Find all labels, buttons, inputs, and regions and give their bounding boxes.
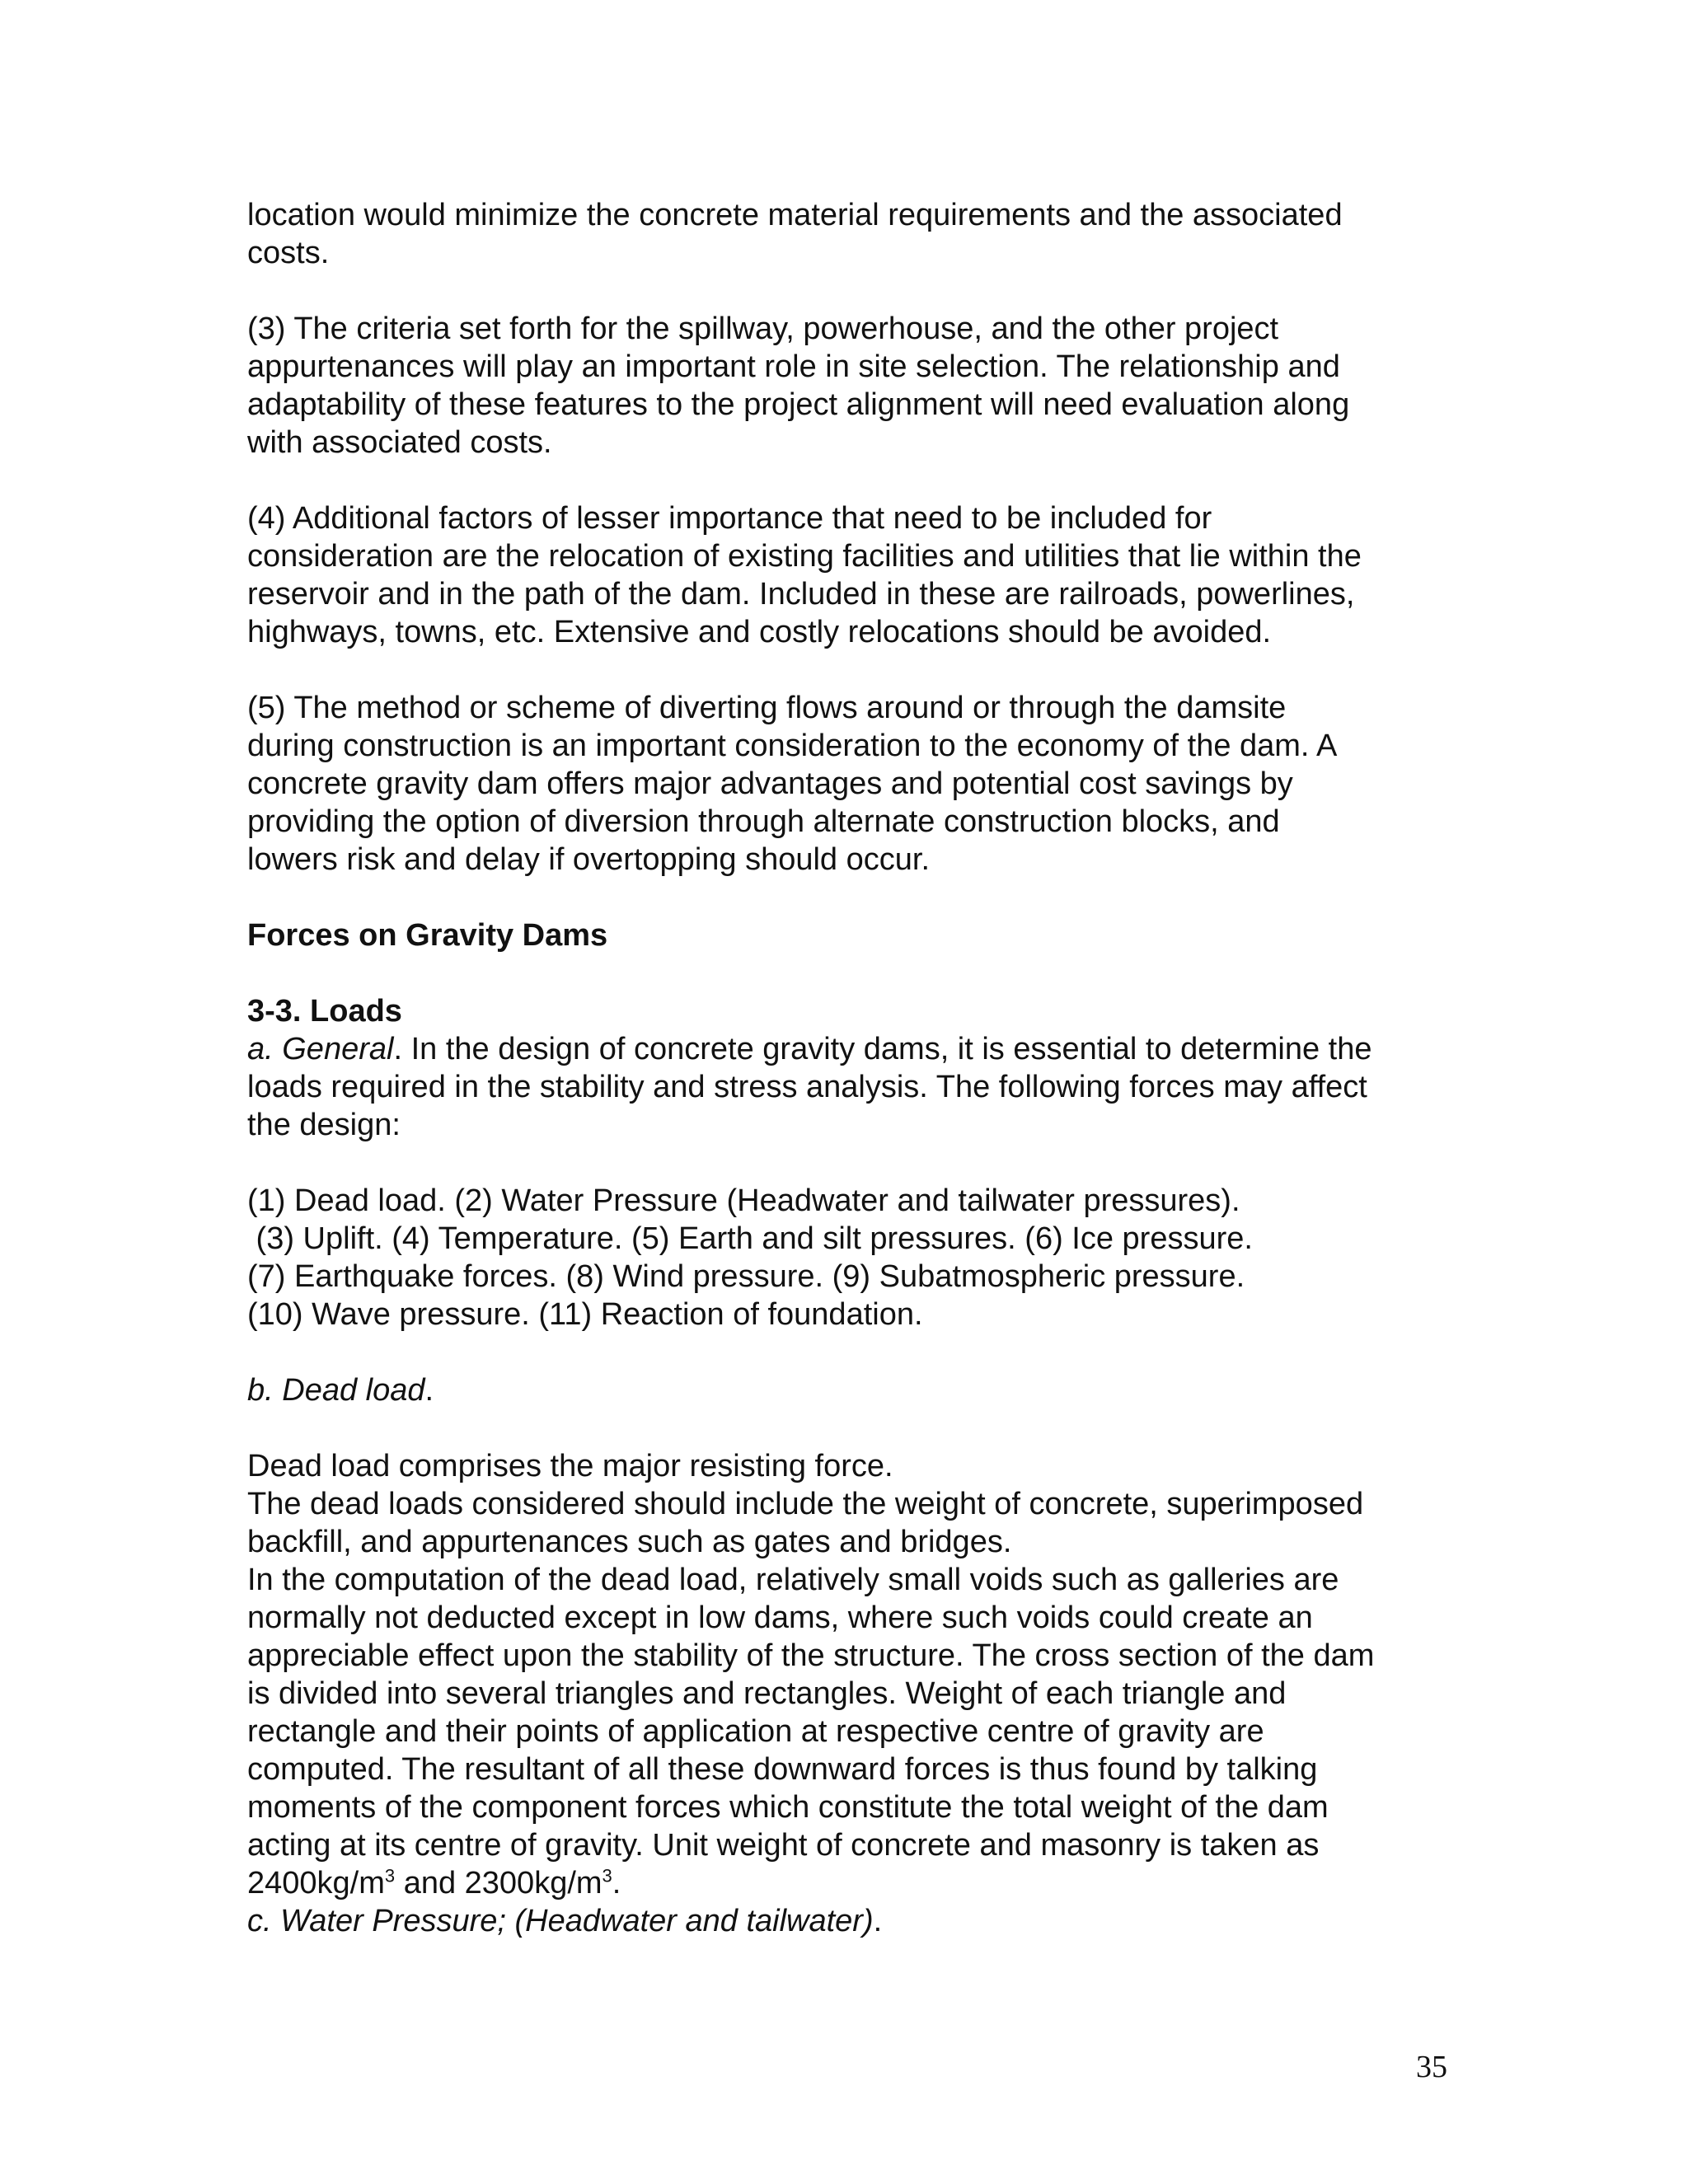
text-line: backfill, and appurtenances such as gates and bridges. [247,1525,1012,1559]
water-pressure-label: c. Water Pressure; (Headwater and tailwater) [247,1904,874,1938]
dead-load-paragraph [247,1447,1451,1902]
unit-text: 2400kg/m [247,1866,385,1900]
paragraph-3 [247,310,1451,462]
text-line: during construction is an important consideration to the economy of the dam. A [247,729,1338,763]
text-line: with associated costs. [247,425,552,460]
dead-load-heading [247,1371,1451,1409]
text-line: Dead load comprises the major resisting force. [247,1449,893,1483]
text-line: appreciable effect upon the stability of the structure. The cross section of the dam [247,1638,1375,1673]
list-item: (1) Dead load. (2) Water Pressure (Headwater and tailwater pressures). [247,1183,1240,1218]
text-line: location would minimize the concrete material requirements and the associated [247,198,1343,232]
text-line: In the computation of the dead load, relatively small voids such as galleries are [247,1563,1339,1597]
general-text: . In the design of concrete gravity dams, it is essential to determine the [393,1032,1372,1066]
text-line: appurtenances will play an important role in site selection. The relationship and [247,349,1340,384]
paragraph-continuation [247,196,1451,272]
dead-load-label-suffix: . [424,1373,434,1408]
superscript: 3 [602,1865,612,1886]
water-pressure-suffix: . [873,1904,883,1938]
forces-list [247,1182,1451,1333]
text-line: lowers risk and delay if overtopping should occur. [247,842,931,877]
paragraph-4 [247,499,1451,651]
text-line: adaptability of these features to the project alignment will need evaluation along [247,387,1350,422]
general-paragraph [247,1030,1451,1144]
text-line: reservoir and in the path of the dam. Included in these are railroads, powerlines, [247,577,1355,612]
unit-text: and 2300kg/m [395,1866,603,1900]
general-label: a. General [247,1032,394,1066]
text-line: is divided into several triangles and rectangles. Weight of each triangle and [247,1676,1287,1711]
text-line: (3) The criteria set forth for the spillway, powerhouse, and the other project [247,312,1279,346]
text-line: costs. [247,236,330,270]
unit-text: . [612,1866,621,1900]
text-line: providing the option of diversion through alternate construction blocks, and [247,804,1280,839]
text-line: acting at its centre of gravity. Unit weight of concrete and masonry is taken as [247,1828,1320,1863]
text-line: highways, towns, etc. Extensive and costly relocations should be avoided. [247,615,1272,649]
dead-load-label: b. Dead load [247,1373,425,1408]
paragraph-5 [247,689,1451,879]
text-line: rectangle and their points of application at respective centre of gravity are [247,1714,1264,1749]
text-line: computed. The resultant of all these downward forces is thus found by talking [247,1752,1318,1787]
document-page [247,196,1451,1940]
unit-weight-line [247,1864,1451,1902]
text-line: the design: [247,1108,401,1142]
page-number: 35 [1416,2050,1447,2084]
list-item: (7) Earthquake forces. (8) Wind pressure. (9) Subatmospheric pressure. [247,1259,1245,1294]
text-line: (4) Additional factors of lesser importance that need to be included for [247,501,1212,536]
text-line: moments of the component forces which constitute the total weight of the dam [247,1790,1329,1825]
text-line: (5) The method or scheme of diverting flows around or through the damsite [247,691,1287,725]
section-heading: Forces on Gravity Dams [247,918,608,953]
list-item: (10) Wave pressure. (11) Reaction of foundation. [247,1297,923,1332]
text-line: consideration are the relocation of existing facilities and utilities that lie within the [247,539,1362,574]
text-line: concrete gravity dam offers major advantages and potential cost savings by [247,766,1293,801]
superscript: 3 [384,1865,396,1886]
list-item: (3) Uplift. (4) Temperature. (5) Earth and silt pressures. (6) Ice pressure. [247,1221,1253,1256]
text-line: loads required in the stability and stress analysis. The following forces may affect [247,1070,1367,1104]
text-line: The dead loads considered should include the weight of concrete, superimposed [247,1487,1364,1521]
text-line: normally not deducted except in low dams, where such voids could create an [247,1601,1313,1635]
water-pressure-heading [247,1902,1451,1940]
text-line [247,1030,1451,1068]
subsection-heading: 3-3. Loads [247,994,402,1029]
